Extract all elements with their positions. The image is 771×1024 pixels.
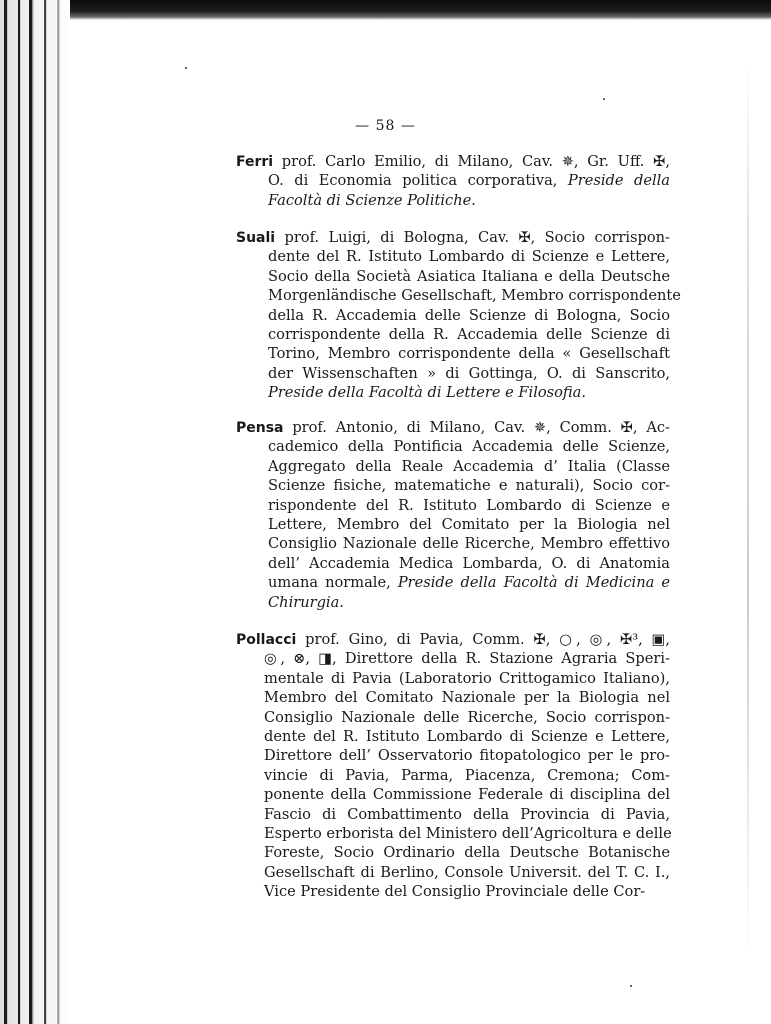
entry-ferri [236,152,670,210]
entry-pensa [236,418,670,612]
entry-text: prof. Gino, di Pavia, Comm. ✠, ○, ◎, ✠³, ▣, [296,631,670,648]
entry-text: prof. Luigi, di Bologna, Cav. ✠, Socio corrispon- [275,229,670,246]
entry-line [236,843,670,862]
entry-line [236,457,670,476]
entry-line [236,882,670,901]
entry-suali [236,228,681,403]
page-number: — 58 — [355,118,416,134]
entry-italic-text: Preside della Facoltà di Lettere e Filosofia. [268,384,586,402]
entry-line [236,708,670,727]
entry-text: prof. Carlo Emilio, di Milano, Cav. ✵, Gr. Uff. ✠, [273,153,670,170]
entry-line [236,267,670,286]
scan-binding-edge [0,0,70,1024]
entry-line [236,171,670,190]
entry-line [236,785,670,804]
entry-line [236,325,670,344]
scan-top-edge [0,0,771,20]
entry-text: dell’ Accademia Medica Lombarda, O. di Anatomia [268,554,670,572]
entry-text: Consiglio Nazionale delle Ricerche, Membro effettivo [268,535,670,553]
entry-pollacci [236,630,670,901]
entry-text: Lettere, Membro del Comitato per la Biologia nel [268,515,670,533]
entry-line [236,383,670,402]
entry-text: dente del R. Istituto Lombardo di Scienze e Lettere, [268,248,670,266]
entry-text: prof. Antonio, di Milano, Cav. ✵, Comm. ✠, Ac- [283,419,670,436]
entry-italic-text: Facoltà di Scienze Politiche. [268,191,476,209]
entry-text: Consiglio Nazionale delle Ricerche, Socio corrispon- [264,708,670,726]
entry-line [236,766,670,785]
entry-line [236,286,681,305]
entry-name: Ferri [236,154,274,170]
entry-line [236,476,670,495]
entry-text: Esperto erborista del Ministero dell’Agricoltura e delle [264,824,672,842]
entry-text: cademico della Pontificia Accademia delle Scienze, [268,438,670,456]
entry-line [236,593,670,612]
entry-line [236,228,670,247]
entry-text: rispondente del R. Istituto Lombardo di Scienze e [268,496,670,514]
entry-line [236,534,670,553]
entry-name: Suali [236,230,276,246]
entry-text: Fascio di Combattimento della Provincia di Pavia, [264,805,670,823]
entry-text: Aggregato della Reale Accademia d’ Italia (Classe [268,457,670,475]
entry-text: der Wissenschaften » di Gottinga, O. di Sanscrito, [268,364,670,382]
entry-text: mentale di Pavia (Laboratorio Crittogamico Italiano), [264,669,670,687]
entry-line [236,630,670,649]
entry-text: umana normale, [268,574,398,592]
entry-text: ponente della Commissione Federale di disciplina del [264,786,670,804]
entry-italic-text: Chirurgia. [268,593,344,611]
entry-line [236,515,670,534]
entry-line [236,306,670,325]
entry-line [236,573,670,592]
entry-line [236,863,670,882]
entry-line [236,688,670,707]
entry-text: Membro del Comitato Nazionale per la Biologia nel [264,689,670,707]
entry-text: Scienze fisiche, matematiche e naturali), Socio cor- [268,477,670,495]
entry-line [236,191,670,210]
entry-text: della R. Accademia delle Scienze di Bologna, Socio [268,306,670,324]
entry-text: Vice Presidente del Consiglio Provinciale delle Cor- [264,883,646,901]
entry-line [236,437,670,456]
entry-line [236,247,670,266]
entry-text: dente del R. Istituto Lombardo di Scienze e Lettere, [264,727,670,745]
entry-text: Torino, Membro corrispondente della « Gesellschaft [268,345,670,363]
entry-line [236,152,670,171]
entry-text: Socio della Società Asiatica Italiana e della Deutsche [268,267,670,285]
entry-line [236,746,670,765]
entry-text: ◎, ⊗, ◨, Direttore della R. Stazione Agraria Speri- [264,650,670,668]
entry-line [236,669,670,688]
entry-name: Pollacci [236,632,297,648]
entry-text: Gesellschaft di Berlino, Console Universit. del T. C. I., [264,863,670,881]
entry-line [236,727,670,746]
entry-text: Morgenländische Gesellschaft, Membro corrispondente [268,287,681,305]
scan-page-edge [747,60,749,960]
entry-italic-text: Preside della Facoltà di Medicina e [397,574,670,592]
entry-text: O. di Economia politica corporativa, [268,172,568,190]
entry-text: corrispondente della R. Accademia delle Scienze di [268,325,670,343]
entry-line [236,344,670,363]
entry-line [236,554,670,573]
entry-line [236,418,670,437]
entry-name: Pensa [236,420,284,436]
entry-line [236,805,670,824]
entry-text: vincie di Pavia, Parma, Piacenza, Cremona; Com- [264,766,670,784]
entry-text: Direttore dell’ Osservatorio fitopatologico per le pro- [264,747,670,765]
entry-line [236,824,670,843]
entry-line [236,649,670,668]
entry-italic-text: Preside della [567,172,670,190]
entry-line [236,364,670,383]
entry-line [236,496,670,515]
entry-text: Foreste, Socio Ordinario della Deutsche Botanische [264,844,670,862]
